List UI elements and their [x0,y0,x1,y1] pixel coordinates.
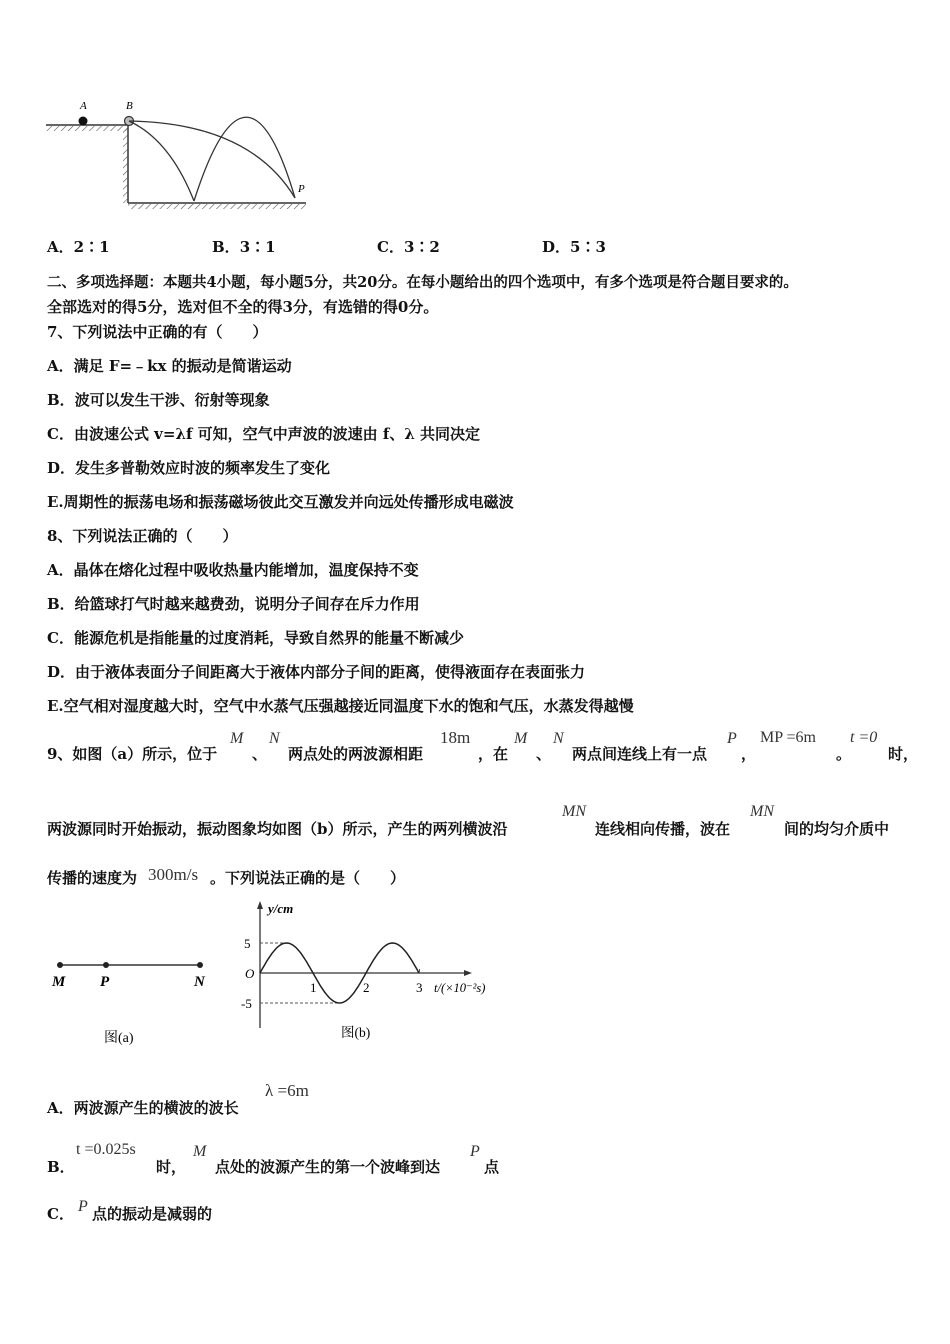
point-p [103,962,109,968]
q6-option-b: B．3∶1 [212,238,276,256]
x-axis-label: t/(×10⁻²s) [434,981,486,995]
q6-option-c: C．3∶2 [377,238,440,256]
q9-sep-2: 、 [536,745,552,763]
q9-math-t0: t =0 [850,729,878,746]
q8-option-d: D．由于液体表面分子间距离大于液体内部分子间的距离，使得液面存在表面张力 [47,663,586,681]
figure-a [40,950,230,1050]
x-axis-arrow [464,970,472,976]
fig-a-label-p: P [100,974,110,990]
q9-text-1: 9、如图（a）所示，位于 [47,745,218,763]
q9-math-m2: M [514,730,528,747]
ball-a [79,117,88,126]
q9-text-4: 两点间连线上有一点 [572,745,708,763]
fig-a-label-n: N [194,974,205,990]
q9-option-b-math-m: M [193,1143,207,1160]
q9-math-mn1: MN [562,803,586,820]
trajectory-bounce-arc [194,117,295,201]
q9-sep-1: 、 [252,745,268,763]
q9-text-5: ， [741,745,757,763]
trajectory-first-arc [129,121,194,201]
fig-b-caption: 图(b) [341,1025,371,1040]
q9-math-n2: N [553,730,564,747]
q7-option-e: E.周期性的振荡电场和振荡磁场彼此交互激发并向远处传播形成电磁波 [47,493,514,511]
q8-option-b: B．给篮球打气时越来越费劲，说明分子间存在斥力作用 [47,595,420,613]
bottom-ground-hatch [128,204,306,209]
q8-option-c: C．能源危机是指能量的过度消耗，导致自然界的能量不断减少 [47,629,464,647]
q9-text-7: 时， [888,745,919,763]
point-m [57,962,63,968]
q9-option-c-math-p: P [78,1198,88,1215]
section2-line1: 二、多项选择题：本题共4小题，每小题5分，共20分。在每小题给出的四个选项中，有多个选项是符合题目要求的。 [47,274,798,291]
q9-math-m1: M [230,730,244,747]
label-a: A [80,100,87,112]
q9-option-b-math-t: t =0.025s [76,1141,136,1158]
point-n [197,962,203,968]
y-axis-arrow [257,901,263,909]
q9-option-a-math: λ =6m [265,1081,309,1100]
y-axis-label: y/cm [268,901,294,916]
cliff-wall-hatch [123,125,128,203]
q9-math-speed: 300m/s [148,865,199,884]
trajectory-direct [129,121,295,198]
x-tick-1: 1 [310,980,317,995]
q9-text-3: ，在 [478,745,509,763]
q7-option-d: D．发生多普勒效应时波的频率发生了变化 [47,459,331,477]
upper-ground-hatch [46,126,128,131]
y-tick-neg5: -5 [241,996,252,1011]
q7-option-c: C．由波速公式 v=λf 可知，空气中声波的波速由 f、λ 共同决定 [47,425,481,443]
q9-line2-a: 两波源同时开始振动，振动图象均如图（b）所示，产生的两列横波沿 [47,820,508,838]
q9-option-b-text-3: 点 [484,1158,500,1176]
q8-option-a: A．晶体在熔化过程中吸收热量内能增加，温度保持不变 [47,561,419,579]
q8-option-e: E.空气相对湿度越大时，空气中水蒸气压强越接近同温度下水的饱和气压，水蒸发得越慢 [47,697,634,715]
q9-option-a-text: A．两波源产生的横波的波长 [47,1099,239,1117]
x-tick-2: 2 [363,980,370,995]
x-tick-3: 3 [416,980,423,995]
fig-a-caption: 图(a) [104,1031,134,1046]
q9-text-6: 。 [836,745,852,763]
q9-line3-b: 。下列说法正确的是（ ） [210,869,406,887]
q7-option-a: A．满足 F=﹣kx 的振动是简谐运动 [47,357,292,375]
q9-option-b-text-2: 点处的波源产生的第一个波峰到达 [215,1158,441,1176]
q6-option-a: A．2∶1 [47,238,110,256]
q9-option-c-letter: C． [47,1205,74,1223]
q9-option-b-text-1: 时， [156,1158,187,1176]
figure-b-chart [238,895,523,1055]
q9-option-b-letter: B． [47,1158,75,1176]
q9-line2-c: 间的均匀介质中 [784,820,890,838]
q9-line2-b: 连线相向传播，波在 [595,820,731,838]
q9-text-2: 两点处的两波源相距 [288,745,424,763]
q9-math-mp: MP =6m [760,729,816,746]
q8-stem: 8、下列说法正确的（ ） [47,527,238,545]
projectile-figure [40,95,320,215]
q9-option-c-text: 点的振动是减弱的 [92,1205,213,1223]
section2-line2: 全部选对的得5分，选对但不全的得3分，有选错的得0分。 [47,298,439,316]
label-p: P [298,183,305,195]
q7-option-b: B．波可以发生干涉、衍射等现象 [47,391,270,409]
q9-math-p: P [727,730,737,747]
label-b: B [126,100,133,112]
origin-label: O [245,966,255,981]
q9-line3-a: 传播的速度为 [47,869,138,887]
q6-option-d: D．5∶3 [542,238,606,256]
fig-a-label-m: M [52,974,66,990]
q9-math-distance: 18m [440,728,471,747]
q9-option-b-math-p: P [470,1143,480,1160]
q9-math-mn2: MN [750,803,774,820]
y-tick-5: 5 [244,936,251,951]
q7-stem: 7、下列说法中正确的有（ ） [47,323,268,341]
q9-math-n1: N [269,730,280,747]
